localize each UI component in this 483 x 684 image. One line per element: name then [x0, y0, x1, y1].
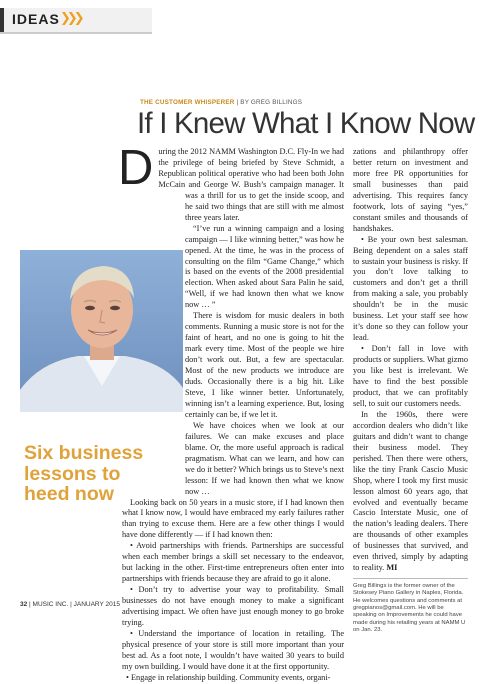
bullet-paragraph: • Don’t try to advertise your way to profitability. Small businesses do not have enough money to make a significant advertising impact. We often have just enough money to go broke trying. [122, 585, 344, 627]
bullet-paragraph: • Be your own best salesman. Being dependent on a sales staff to sustain your business is risky. If you don’t love talking to customers and don’t get a thrill from making a sale, you probably shouldn’t be in the music business. Let your staff see how it’s done so they can follow your lead. [353, 234, 468, 343]
end-mark: MI [386, 563, 398, 573]
section-tab-bar [0, 8, 4, 32]
paragraph: zations and philanthropy offer better return on investment and more free PR opportunities for small businesses than paid advertising. This requires fancy footwork, lots of saying “yes,” constant smiles and thousands of handshakes. [353, 147, 468, 233]
page-footer [20, 601, 120, 608]
paragraph: “I’ve run a winning campaign and a losing campaign — I like winning better,” was how he opened. At the time, he was in the process of consulting on the film “Game Change,” which is based on the events of the 2008 presidential election. When asked about Sara Palin he said, “Well, if we had known then what we know now … ” [185, 223, 344, 310]
paragraph: Looking back on 50 years in a music store, if I had known then what I know now, I would have embraced my early failures rather than trying to excuse them. Here are a few other things I would have done differently — if I had known then: [122, 497, 344, 540]
section-label: IDEAS [12, 11, 60, 27]
magazine-name: MUSIC INC. [32, 601, 69, 608]
pull-quote: Six business lessons to heed now [24, 442, 144, 505]
bullet-paragraph: • Engage in relationship building. Community events, organi- [126, 672, 331, 682]
closing-paragraph-text: In the 1960s, there were accordion dealers who didn’t like guitars and didn’t want to change their business model. They perished. Then there were others, like the tiny Frank Cascio Music Shop, where I took my first music lesson almost 60 years ago, that evolved and eventually became Cascio Interstate Music, one of the nation’s leading dealers. There are thousands of other examples of businesses that survived, and even thrived, simply by adapting to reality. [353, 409, 468, 573]
bullet-paragraph: • Understand the importance of location in retailing. The physical presence of your store is still more important than your best ad. As a foot note, I wouldn’t have waited 30 years to build my own building. I would have done it at the first opportunity. [122, 628, 344, 671]
kicker-separator: | [234, 99, 241, 106]
headline: If I Knew What I Know Now [137, 107, 475, 140]
kicker [140, 99, 302, 106]
paragraph: We have choices when we look at our failures. We can make excuses and place blame. Or, the more useful approach is radical pragmatism. What can we learn, and how can we do it better? Which brings us to Steve’s next lesson: If we had known then what we know now … [185, 420, 344, 496]
paragraph: uring the 2012 NAMM Washington D.C. Fly-In we had the privilege of being briefed by Steve Schmidt, a Republican political operative who had been both John McCain and George W. Bush’s campaign manager. It was a thrill for us to get the inside scoop, and he said two things that are still with me almost three years later. [158, 147, 344, 222]
footer-separator: | [68, 601, 74, 608]
bullet-paragraph: • Don’t fall in love with products or suppliers. What gizmo you like best is irrelevant. We have to find the best possible product, that we can profitably sell, to suit our customers needs. [353, 344, 468, 408]
bullet-paragraph: • Avoid partnerships with friends. Partnerships are successful when each member brings a skill set necessary to the endeavor, but lacking in the other. First-time entrepreneurs often enter into partnerships with friends because they are afraid to go it alone. [122, 541, 344, 584]
paragraph [353, 410, 468, 574]
column-name: THE CUSTOMER WHISPERER [140, 99, 235, 106]
footer-separator: | [27, 601, 33, 608]
author-bio: Greg Billings is the former owner of the Stokesey Piano Gallery in Naples, Florida. He welcomes questions and comments at gregpianos@gmail.com. He will be speaking on Improvements he could have made during his retailing years at NAMM U on Jan. 23. [353, 578, 468, 634]
page-number: 32 [20, 601, 28, 608]
article-column-1 [118, 141, 344, 684]
chevrons-icon: ❯❯❯ [60, 11, 81, 26]
article-column-2 [353, 147, 468, 634]
drop-cap: D [118, 141, 154, 195]
paragraph: There is wisdom for music dealers in both comments. Running a music store is not for the faint of heart, and no one is going to hit the mark every time. Most of the people we hire don’t work out. But, a few are spectacular. Most of the new products we introduce are duds. Occasionally there is a big hit. Like Steve, I like winner better. Unfortunately, winning isn’t a learning experience. But, losing certainly can be, if we let it. [185, 311, 344, 419]
byline: BY GREG BILLINGS [240, 99, 303, 106]
issue-date: JANUARY 2015 [73, 601, 120, 608]
section-tab [0, 8, 152, 34]
